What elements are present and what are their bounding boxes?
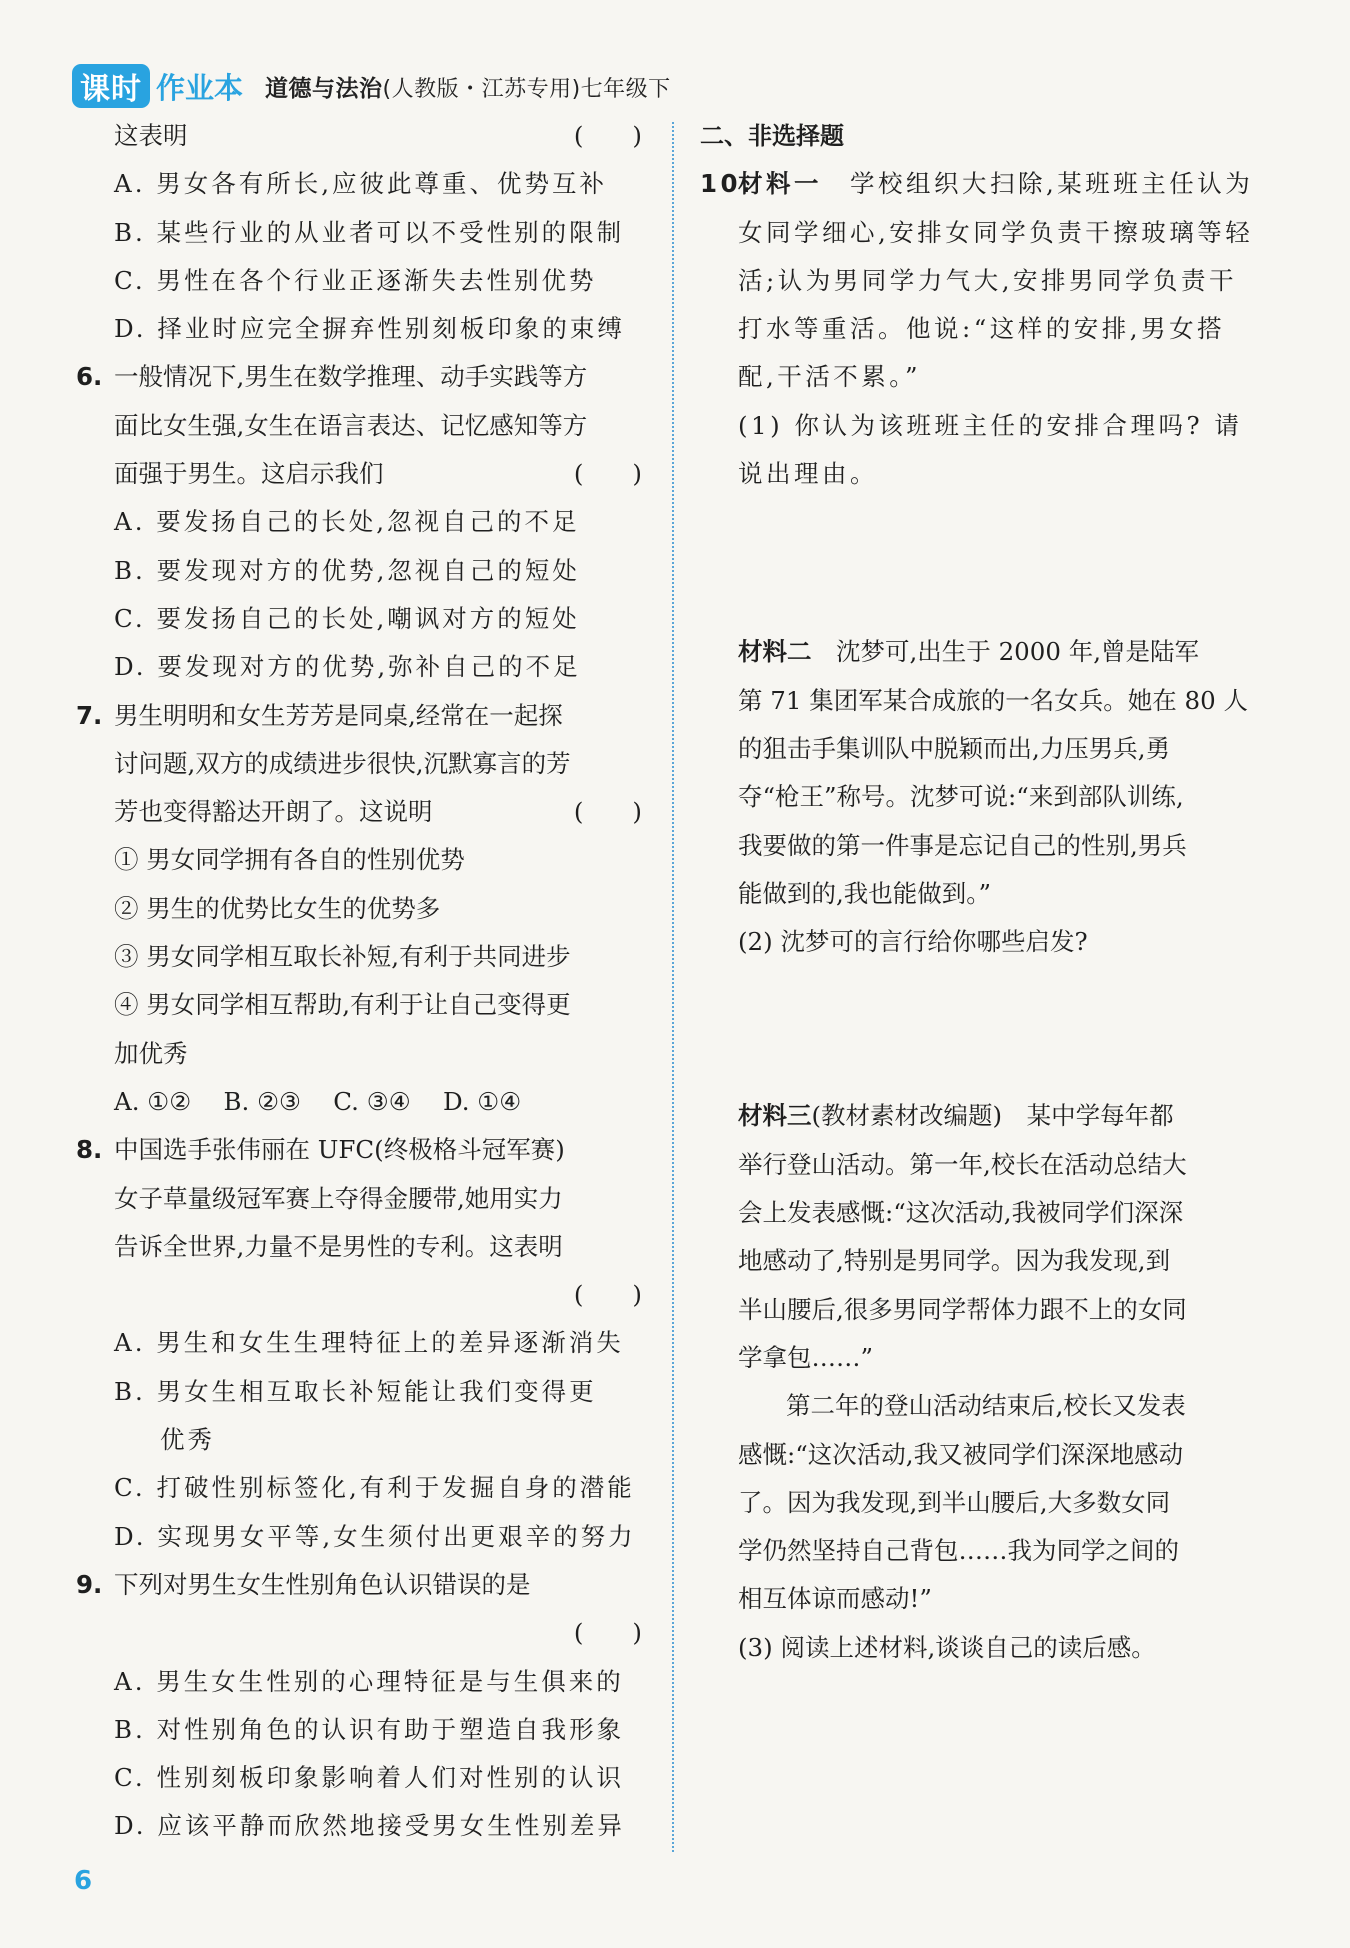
q7-statement-1: ① 男女同学拥有各自的性别优势 xyxy=(114,845,465,875)
material-3-line: 会上发表感慨:“这次活动,我被同学们深深 xyxy=(738,1198,1184,1228)
material-2-line: 夺“枪王”称号。沈梦可说:“来到部队训练, xyxy=(738,782,1184,812)
material-3-line: 学拿包……” xyxy=(738,1342,874,1372)
right-column xyxy=(700,112,1272,1672)
material-2-line: 第 71 集团军某合成旅的一名女兵。她在 80 人 xyxy=(738,685,1249,715)
q9-stem-line: 9. 下列对男生女生性别角色认识错误的是 xyxy=(76,1561,648,1609)
sub-question-1-cont: 说出理由。 xyxy=(738,459,878,489)
column-divider xyxy=(672,122,674,1852)
q8-stem-line: 告诉全世界,力量不是男性的专利。这表明 xyxy=(114,1231,563,1261)
edition-text: (人教版・江苏专用)七年级下 xyxy=(382,76,671,102)
answer-bracket: ( ) xyxy=(573,797,642,827)
material-2-line: 能做到的,我也能做到。” xyxy=(738,878,992,908)
answer-bracket: ( ) xyxy=(573,1618,642,1648)
material-2-line: 材料二 沈梦可,出生于 2000 年,曾是陆军 xyxy=(738,637,1200,667)
q6-stem-line: 面比女生强,女生在语言表达、记忆感知等方 xyxy=(114,410,588,440)
material-3-para2-line: 感慨:“这次活动,我又被同学们深深地感动 xyxy=(738,1439,1184,1469)
q8-stem-line: 女子草量级冠军赛上夺得金腰带,她用实力 xyxy=(114,1183,563,1213)
q8-option-b: B. 男女生相互取长补短能让我们变得更 xyxy=(114,1376,597,1406)
q8-option-b-cont: 优秀 xyxy=(160,1425,215,1455)
material-2-line: 的狙击手集训队中脱颖而出,力压男兵,勇 xyxy=(738,733,1171,763)
material-1-line: 女同学细心,安排女同学负责干擦玻璃等轻 xyxy=(738,217,1254,247)
q5-stem-tail: 这表明 ( ) xyxy=(76,112,648,160)
material-3-line: 地感动了,特别是男同学。因为我发现,到 xyxy=(738,1246,1171,1276)
page-header xyxy=(72,62,671,110)
sub-question-3: (3) 阅读上述材料,谈谈自己的读后感。 xyxy=(738,1632,1156,1662)
q6-option-c: C. 要发扬自己的长处,嘲讽对方的短处 xyxy=(114,603,580,633)
material-3-para2-line: 了。因为我发现,到半山腰后,大多数女同 xyxy=(738,1487,1171,1517)
q7-stem-line: 7. 男生明明和女生芳芳是同桌,经常在一起探 xyxy=(76,692,648,740)
material-1-line: 活;认为男同学力气大,安排男同学负责干 xyxy=(738,265,1238,295)
material-1-line: 10.材料一 学校组织大扫除,某班班主任认为 xyxy=(700,160,1272,208)
question-number: 10. xyxy=(700,169,754,199)
section-title: 二、非选择题 xyxy=(700,122,844,150)
material-2-label: 材料二 xyxy=(738,637,812,667)
material-3-para2-line: 学仍然坚持自己背包……我为同学之间的 xyxy=(738,1536,1179,1566)
q6-option-d: D. 要发现对方的优势,弥补自己的不足 xyxy=(114,652,581,682)
logo-badge: 课时 xyxy=(72,64,150,108)
question-number: 9. xyxy=(76,1569,103,1599)
q7-statement-3: ③ 男女同学相互取长补短,有利于共同进步 xyxy=(114,942,571,972)
q6-option-a: A. 要发扬自己的长处,忽视自己的不足 xyxy=(114,507,580,537)
q5-option-d: D. 择业时应完全摒弃性别刻板印象的束缚 xyxy=(114,314,625,344)
question-number: 8. xyxy=(76,1135,103,1165)
q8-option-d: D. 实现男女平等,女生须付出更艰辛的努力 xyxy=(114,1521,636,1551)
q7-stem-line: 芳也变得豁达开朗了。这说明 ( ) xyxy=(76,788,648,836)
q6-option-b: B. 要发现对方的优势,忽视自己的短处 xyxy=(114,555,580,585)
material-3-para2-line: 相互体谅而感动!” xyxy=(738,1584,932,1614)
q7-statement-4: ④ 男女同学相互帮助,有利于让自己变得更 xyxy=(114,990,571,1020)
q5-option-c: C. 男性在各个行业正逐渐失去性别优势 xyxy=(114,265,597,295)
question-number: 7. xyxy=(76,700,103,730)
material-3-line: 举行登山活动。第一年,校长在活动总结大 xyxy=(738,1149,1187,1179)
logo-text: 作业本 xyxy=(156,70,244,105)
q8-bracket-line xyxy=(76,1271,648,1319)
q7-choices: A. ①② B. ②③ C. ③④ D. ①④ xyxy=(114,1086,522,1116)
q9-option-a: A. 男生女生性别的心理特征是与生俱来的 xyxy=(114,1666,624,1696)
book-title xyxy=(265,70,671,103)
q8-option-a: A. 男生和女生生理特征上的差异逐渐消失 xyxy=(114,1328,624,1358)
answer-bracket: ( ) xyxy=(573,459,642,489)
left-column xyxy=(76,112,648,1851)
sub-question-1: (1) 你认为该班班主任的安排合理吗? 请 xyxy=(738,410,1243,440)
answer-space xyxy=(700,498,1272,628)
material-3-label: 材料三 xyxy=(738,1101,812,1131)
q8-stem-line: 8. 中国选手张伟丽在 UFC(终极格斗冠军赛) xyxy=(76,1126,648,1174)
q7-statement-2: ② 男生的优势比女生的优势多 xyxy=(114,893,441,923)
q7-stem-line: 讨问题,双方的成绩进步很快,沉默寡言的芳 xyxy=(114,748,571,778)
answer-bracket: ( ) xyxy=(573,121,642,150)
material-2-line: 我要做的第一件事是忘记自己的性别,男兵 xyxy=(738,830,1187,860)
page-number: 6 xyxy=(74,1866,93,1896)
q9-option-c: C. 性别刻板印象影响着人们对性别的认识 xyxy=(114,1763,624,1793)
material-1-line: 配,干活不累。” xyxy=(738,362,922,392)
material-1-line: 打水等重活。他说:“这样的安排,男女搭 xyxy=(738,314,1226,344)
q5-option-b: B. 某些行业的从业者可以不受性别的限制 xyxy=(114,217,625,247)
material-1-label: 材料一 xyxy=(738,169,822,199)
q7-statement-4-cont: 加优秀 xyxy=(114,1038,188,1068)
q6-stem-line: 6. 一般情况下,男生在数学推理、动手实践等方 xyxy=(76,353,648,401)
answer-bracket: ( ) xyxy=(573,1280,642,1310)
q9-option-b: B. 对性别角色的认识有助于塑造自我形象 xyxy=(114,1714,625,1744)
q5-option-a: A. 男女各有所长,应彼此尊重、优势互补 xyxy=(114,169,608,199)
material-3-para2-line: 第二年的登山活动结束后,校长又发表 xyxy=(786,1391,1186,1421)
sub-question-2: (2) 沈梦可的言行给你哪些启发? xyxy=(738,927,1088,957)
q9-bracket-line xyxy=(76,1609,648,1657)
subject-name: 道德与法治 xyxy=(265,75,383,102)
material-3-line: 材料三(教材素材改编题) 某中学每年都 xyxy=(738,1101,1174,1131)
question-number: 6. xyxy=(76,362,103,392)
material-3-line: 半山腰后,很多男同学帮体力跟不上的女同 xyxy=(738,1294,1187,1324)
q8-option-c: C. 打破性别标签化,有利于发掘自身的潜能 xyxy=(114,1473,635,1503)
q6-stem-line: 面强于男生。这启示我们 ( ) xyxy=(76,450,648,498)
q9-option-d: D. 应该平静而欣然地接受男女生性别差异 xyxy=(114,1811,625,1841)
answer-space xyxy=(700,966,1272,1092)
